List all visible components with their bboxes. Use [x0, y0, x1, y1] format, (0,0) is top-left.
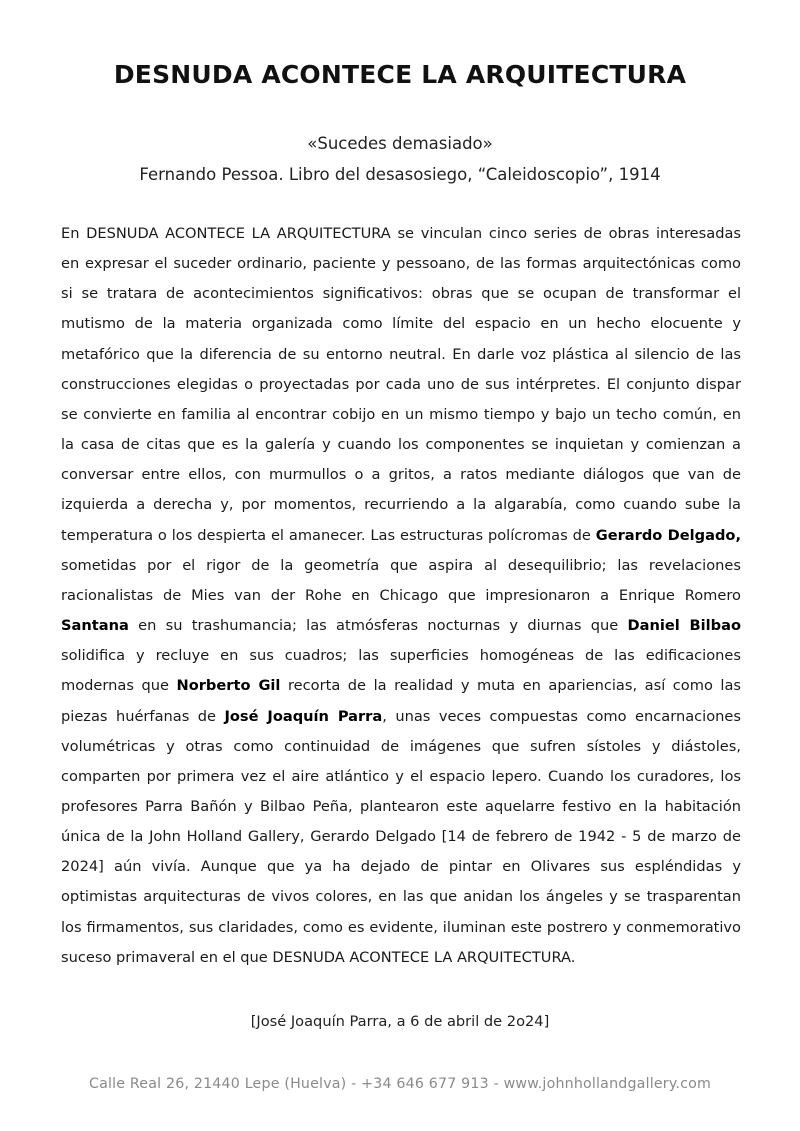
signature: [José Joaquín Parra, a 6 de abril de 2o24] [250, 1013, 550, 1030]
body-text-segment: En DESNUDA ACONTECE LA ARQUITECTURA se vinculan cinco series de obras interesadas en expresar el suceder ordinario, paciente y pessoano, de las formas arquitectónicas como si se tratara de acontecimientos significativos: obras que se ocupan de transformar el mutismo de la materia organizada como límite del espacio en un hecho elocuente y metafórico que la diferencia de su entorno neutral. En darle voz plástica al silencio de las construcciones elegidas o proyectadas por cada uno de sus intérpretes. El conjunto dispar se convierte en familia al encontrar cobijo en un mismo tiempo y bajo un techo común, en la casa de citas que es la galería y cuando los componentes se inquietan y comienzan a conversar entre ellos, con murmullos o a gritos, a ratos mediante diálogos que van de izquierda a derecha y, por momentos, recurriendo a la algarabía, como cuando sube la temperatura o los despierta el amanecer. Las estructuras polícromas de [61, 225, 741, 544]
body-paragraph [61, 219, 741, 973]
page-title: DESNUDA ACONTECE LA ARQUITECTURA [113, 60, 687, 89]
footer-contact: Calle Real 26, 21440 Lepe (Huelva) - +34 646 677 913 - www.johnhollandgallery.com [88, 1076, 712, 1092]
body-text-segment: , unas veces compuestas como encarnaciones volumétricas y otras como continuidad de imágenes que sufren sístoles y diástoles, comparten por primera vez el aire atlántico y el espacio lepero. Cuando los curadores, los profesores Parra Bañón y Bilbao Peña, plantearon este aquelarre festivo en la habitación única de la John Holland Gallery, Gerardo Delgado [14 de febrero de 1942 - 5 de marzo de 2024] aún vivía. Aunque que ya ha dejado de pintar en Olivares sus espléndidas y optimistas arquitecturas de vivos colores, en las que anidan los ángeles y se trasparentan los firmamentos, sus claridades, como es evidente, iluminan este postrero y conmemorativo suceso primaveral en el que DESNUDA ACONTECE LA ARQUITECTURA. [61, 707, 741, 966]
artist-name-gerardo-delgado: Gerardo Delgado, [595, 526, 741, 544]
body-text-segment: en su trashumancia; las atmósferas nocturnas y diurnas que [128, 617, 628, 635]
epigraph-source: Fernando Pessoa. Libro del desasosiego, “Caleidoscopio”, 1914 [139, 165, 661, 184]
artist-name-daniel-bilbao: Daniel Bilbao [627, 617, 741, 635]
artist-name-jose-joaquin-parra: José Joaquín Parra [224, 707, 383, 725]
body-text-segment: recorta de la realidad y muta en apariencias, así como las piezas huérfanas de [61, 677, 742, 725]
epigraph-quote: «Sucedes demasiado» [307, 134, 493, 153]
artist-name-santana: Santana [61, 617, 129, 635]
body-text-segment: solidifica y recluye en sus cuadros; las superficies homogéneas de las edificaciones modernas que [61, 647, 741, 695]
artist-name-norberto-gil: Norberto Gil [176, 677, 281, 695]
epigraph [0, 128, 800, 190]
body-text-segment: sometidas por el rigor de la geometría que aspira al desequilibrio; las revelaciones racionalistas de Mies van der Rohe en Chicago que impresionaron a Enrique Romero [61, 556, 741, 604]
